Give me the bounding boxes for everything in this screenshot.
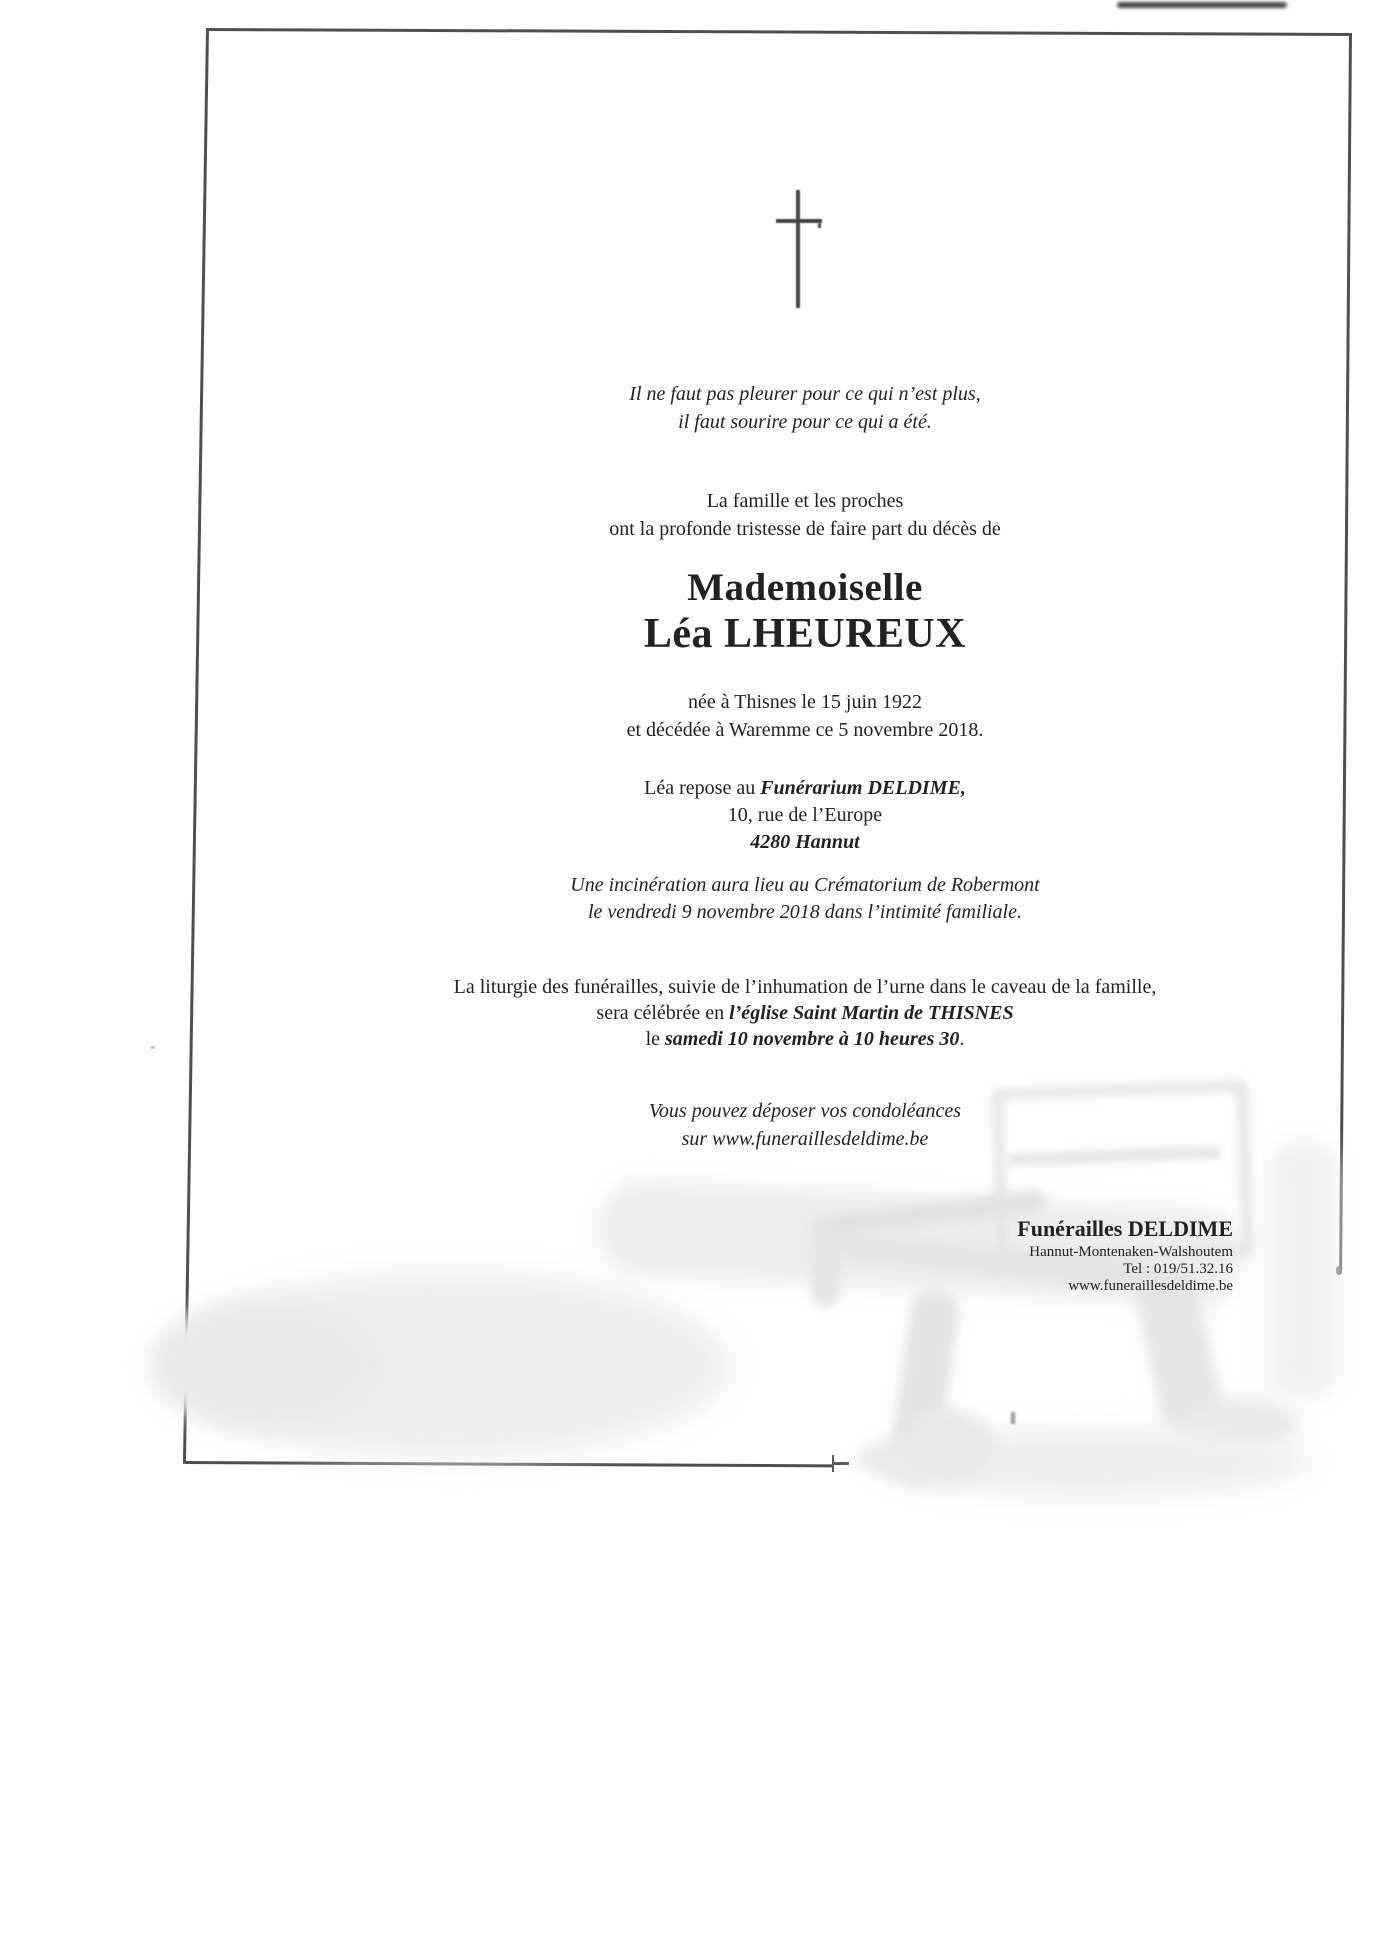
funerarium-name: Funérarium DELDIME, [760,777,966,799]
liturgy-line2-prefix: sera célébrée en [596,1002,730,1024]
intro-line-1: La famille et les proches [706,490,904,512]
funeral-home-locations: Hannut-Montenaken-Walshoutem [1029,1244,1233,1260]
repose-block [233,775,1377,856]
repose-line-1 [233,775,1377,802]
birth-line: née à Thisnes le 15 juin 1922 [687,691,923,713]
liturgy-line-3 [233,1026,1377,1052]
quote-line-1: Il ne faut pas pleurer pour ce qui n’est plus, [629,383,981,405]
repose-address: 10, rue de l’Europe [727,804,883,826]
deceased-title: Mademoiselle [687,566,923,609]
cross-vertical-bar [796,190,800,308]
deceased-name: Léa LHEUREUX [643,611,967,657]
condolences-line-1: Vous pouvez déposer vos condoléances [648,1100,962,1122]
cremation-line-1: Une incinération aura lieu au Crématorium de Robermont [570,874,1040,896]
repose-prefix: Léa repose au [644,777,761,799]
frame-top-edge [208,28,1352,36]
intro-line-2: ont la profonde tristesse de faire part du décès de [609,518,1001,540]
liturgy-line3-prefix: le [645,1028,665,1050]
scan-speckle [150,1046,155,1049]
cross-bar-tail [818,223,821,228]
liturgy-line-2 [233,1000,1377,1026]
frame-bottom-edge [185,1461,833,1467]
repose-city: 4280 Hannut [750,831,860,853]
frame-bottom-end-tick [832,1455,834,1472]
ceremony-datetime: samedi 10 novembre à 10 heures 30 [665,1028,960,1050]
scan-artifact-smudge [1117,2,1287,8]
watermark-shadow-blob [150,1300,380,1430]
condolences-block [233,1097,1377,1153]
frame-left-edge [183,28,209,1464]
death-line: et décédée à Waremme ce 5 novembre 2018. [626,719,984,741]
church-name: l’église Saint Martin de THISNES [729,1002,1014,1024]
cremation-line-2: le vendredi 9 novembre 2018 dans l’intimité familiale. [588,901,1022,923]
frame-bottom-end-mark [833,1462,849,1465]
announcement-intro [233,487,1377,543]
foliage-sprig [1011,1412,1015,1424]
liturgy-block [233,974,1377,1052]
opening-quote [233,380,1377,436]
liturgy-line-1: La liturgie des funérailles, suivie de l’inhumation de l’urne dans le caveau de la famille, [453,976,1157,998]
watermark-edge-haze [1268,1140,1338,1400]
quote-line-2: il faut sourire pour ce qui a été. [678,411,932,433]
life-dates [233,688,1377,744]
funeral-home-phone: Tel : 019/51.32.16 [1123,1261,1233,1277]
liturgy-line3-suffix: . [959,1028,965,1050]
foliage-tuft [900,1408,992,1480]
funeral-home-block [900,1216,1233,1295]
cross-horizontal-bar [776,219,822,223]
funeral-home-website: www.funeraillesdeldime.be [1068,1278,1233,1294]
funeral-home-name: Funérailles DELDIME [1017,1216,1233,1241]
deceased-heading [233,566,1377,658]
condolences-website: sur www.funeraillesdeldime.be [681,1128,929,1150]
cremation-block [233,872,1377,926]
